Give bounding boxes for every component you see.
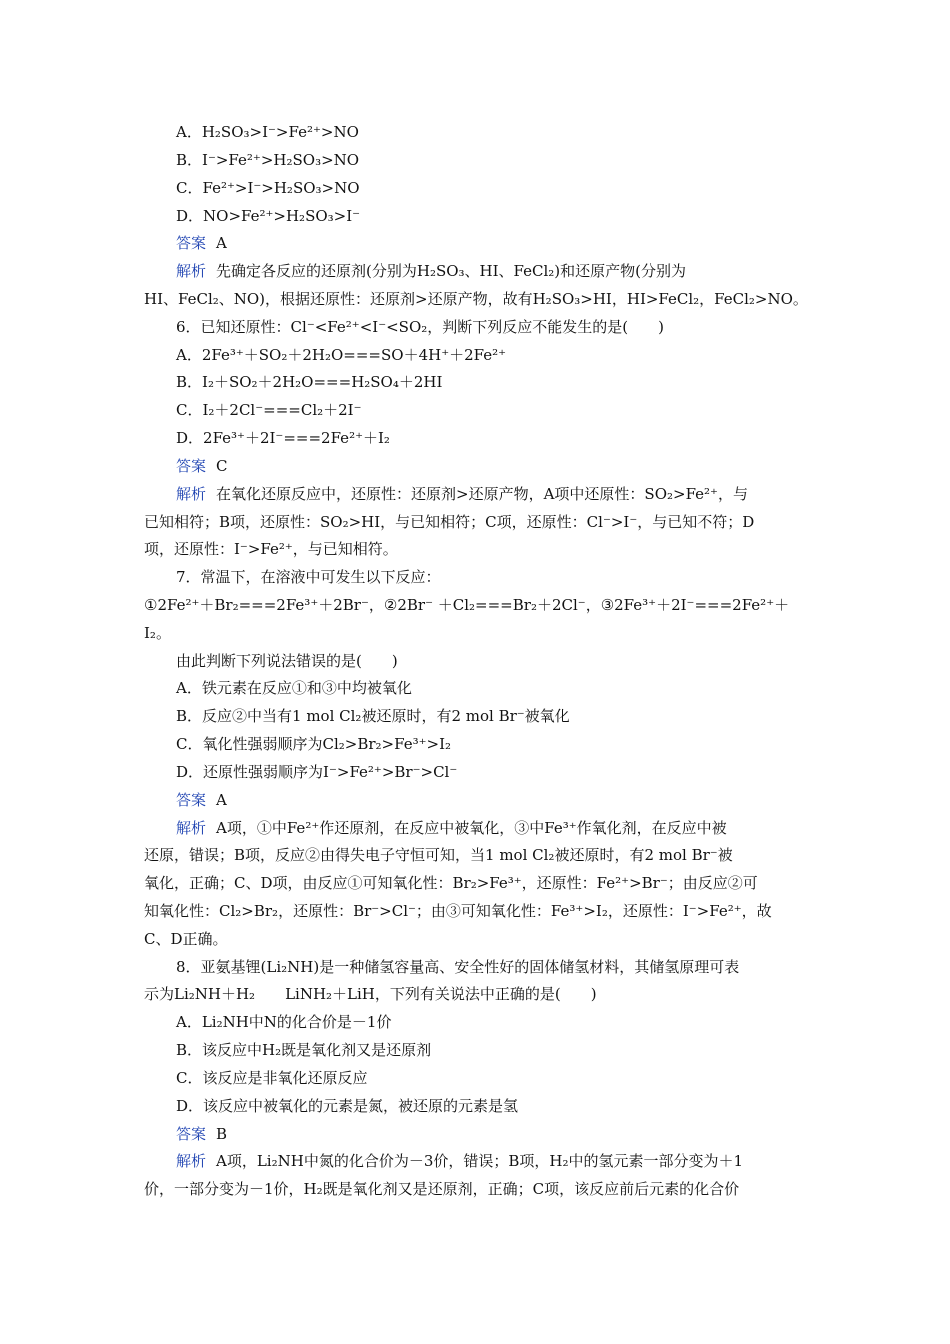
q6-stem: 6．已知还原性：Cl⁻<Fe²⁺<I⁻<SO₂，判断下列反应不能发生的是( ) (176, 318, 664, 336)
q7-option-a: A．铁元素在反应①和③中均被氧化 (176, 679, 412, 697)
q5-analysis-text-1: 先确定各反应的还原剂(分别为H₂SO₃、HI、FeCl₂)和还原产物(分别为 (216, 262, 687, 280)
q5-analysis-line-2: HI、FeCl₂、NO)，根据还原性：还原剂>还原产物，故有H₂SO₃>HI，HI>FeCl₂，FeCl₂>NO。 (144, 290, 808, 308)
q5-answer: A (216, 234, 227, 252)
q7-analysis-line-5: C、D正确。 (144, 930, 228, 948)
q5-option-d: D．NO>Fe²⁺>H₂SO₃>I⁻ (176, 207, 361, 225)
answer-label: 答案 (176, 234, 207, 252)
q8-option-c: C．该反应是非氧化还原反应 (176, 1069, 368, 1087)
q8-option-a: A．Li₂NH中N的化合价是－1价 (176, 1013, 392, 1031)
analysis-label: 解析 (176, 262, 207, 280)
q7-analysis-line-4: 知氧化性：Cl₂>Br₂，还原性：Br⁻>Cl⁻；由③可知氧化性：Fe³⁺>I₂，还原性：I⁻>Fe²⁺，故 (144, 902, 772, 920)
q5-option-b: B．I⁻>Fe²⁺>H₂SO₃>NO (176, 151, 360, 169)
q6-analysis-line-1 (176, 484, 748, 504)
q8-answer-line (176, 1124, 227, 1144)
q6-option-c: C．I₂＋2Cl⁻===Cl₂＋2I⁻ (176, 401, 362, 419)
q7-question: 由此判断下列说法错误的是( ) (176, 652, 398, 670)
q8-answer: B (216, 1125, 228, 1143)
q7-option-b: B．反应②中当有1 mol Cl₂被还原时，有2 mol Br⁻被氧化 (176, 707, 570, 725)
q6-option-d: D．2Fe³⁺＋2I⁻===2Fe²⁺＋I₂ (176, 429, 390, 447)
q7-option-c: C．氧化性强弱顺序为Cl₂>Br₂>Fe³⁺>I₂ (176, 735, 452, 753)
q6-option-b: B．I₂＋SO₂＋2H₂O===H₂SO₄＋2HI (176, 373, 443, 391)
q7-answer-line (176, 790, 227, 810)
analysis-label: 解析 (176, 485, 207, 503)
q6-answer: C (216, 457, 228, 475)
q7-option-d: D．还原性强弱顺序为I⁻>Fe²⁺>Br⁻>Cl⁻ (176, 763, 458, 781)
q6-analysis-line-3: 项，还原性：I⁻>Fe²⁺，与已知相符。 (144, 540, 398, 558)
q7-equations-line-1: ①2Fe²⁺＋Br₂===2Fe³⁺＋2Br⁻，②2Br⁻ ＋Cl₂===Br₂＋2Cl⁻，③2Fe³⁺＋2I⁻===2Fe²⁺＋ (144, 596, 790, 614)
q8-stem-line-1: 8．亚氨基锂(Li₂NH)是一种储氢容量高、安全性好的固体储氢材料，其储氢原理可表 (176, 958, 740, 976)
q8-stem-line-2: 示为Li₂NH＋H₂ LiNH₂＋LiH，下列有关说法中正确的是( ) (144, 985, 597, 1003)
q6-answer-line (176, 456, 228, 476)
q8-option-b: B．该反应中H₂既是氧化剂又是还原剂 (176, 1041, 432, 1059)
q7-analysis-line-3: 氧化，正确；C、D项，由反应①可知氧化性：Br₂>Fe³⁺，还原性：Fe²⁺>Br⁻；由反应②可 (144, 874, 758, 892)
analysis-label: 解析 (176, 819, 207, 837)
q7-analysis-text-1: A项，①中Fe²⁺作还原剂，在反应中被氧化，③中Fe³⁺作氧化剂，在反应中被 (216, 819, 727, 837)
answer-label: 答案 (176, 791, 207, 809)
analysis-label: 解析 (176, 1152, 207, 1170)
q6-analysis-text-1: 在氧化还原反应中，还原性：还原剂>还原产物，A项中还原性：SO₂>Fe²⁺，与 (216, 485, 748, 503)
q8-analysis-text-1: A项，Li₂NH中氮的化合价为－3价，错误；B项，H₂中的氢元素一部分变为＋1 (216, 1152, 744, 1170)
q5-option-a: A．H₂SO₃>I⁻>Fe²⁺>NO (176, 123, 359, 141)
q8-analysis-line-2: 价，一部分变为－1价，H₂既是氧化剂又是还原剂，正确；C项，该反应前后元素的化合价 (144, 1180, 740, 1198)
q7-answer: A (216, 791, 227, 809)
q6-option-a: A．2Fe³⁺＋SO₂＋2H₂O===SO＋4H⁺＋2Fe²⁺ (176, 346, 507, 364)
q5-option-c: C．Fe²⁺>I⁻>H₂SO₃>NO (176, 179, 360, 197)
q6-analysis-line-2: 已知相符；B项，还原性：SO₂>HI，与已知相符；C项，还原性：Cl⁻>I⁻，与已知不符；D (144, 513, 755, 531)
q8-analysis-line-1 (176, 1151, 743, 1171)
q5-answer-line (176, 233, 227, 253)
q5-analysis-line-1 (176, 261, 686, 281)
q7-analysis-line-1 (176, 818, 727, 838)
answer-label: 答案 (176, 457, 207, 475)
answer-label: 答案 (176, 1125, 207, 1143)
q8-option-d: D．该反应中被氧化的元素是氮，被还原的元素是氢 (176, 1097, 519, 1115)
q7-stem: 7．常温下，在溶液中可发生以下反应： (176, 568, 441, 586)
q7-equations-line-2: I₂。 (144, 624, 171, 642)
q7-analysis-line-2: 还原，错误；B项，反应②由得失电子守恒可知，当1 mol Cl₂被还原时，有2 mol Br⁻被 (144, 846, 733, 864)
